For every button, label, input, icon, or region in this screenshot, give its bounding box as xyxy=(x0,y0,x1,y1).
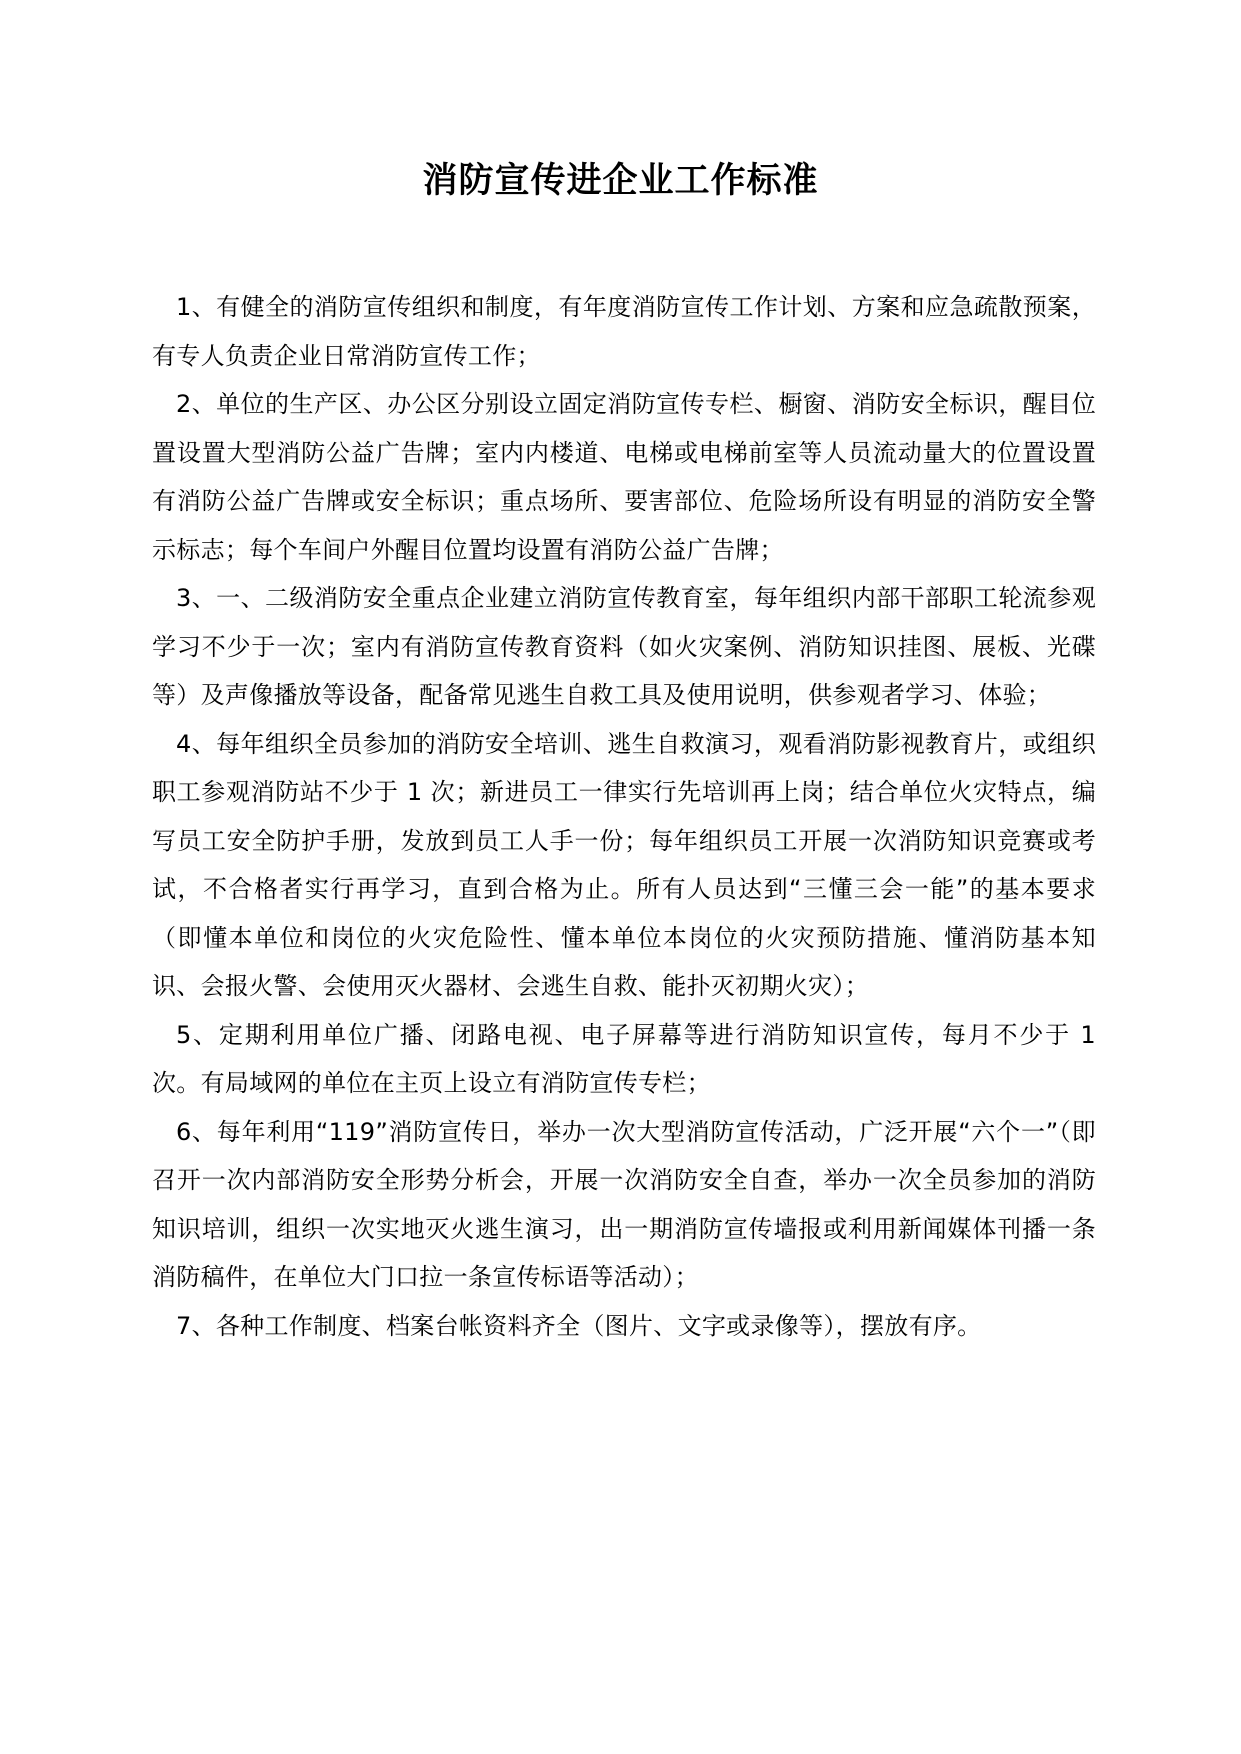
standard-item-6: 6、每年利用“119”消防宣传日，举办一次大型消防宣传活动，广泛开展“六个一”（即召开一次内部消防安全形势分析会，开展一次消防安全自查，举办一次全员参加的消防知识培训，组织一次实地灭火逃生演习，出一期消防宣传墙报或利用新闻媒体刊播一条消防稿件，在单位大门口拉一条宣传标语等活动）； xyxy=(152,1117,1096,1291)
document-title: 消防宣传进企业工作标准 xyxy=(422,161,819,201)
document-body xyxy=(152,283,1096,1350)
standard-item-4: 4、每年组织全员参加的消防安全培训、逃生自救演习，观看消防影视教育片，或组织职工参观消防站不少于 1 次；新进员工一律实行先培训再上岗；结合单位火灾特点，编写员工安全防护手册，发放到员工人手一份；每年组织员工开展一次消防知识竞赛或考试，不合格者实行再学习，直到合格为止。所有人员达到“三懂三会一能”的基本要求（即懂本单位和岗位的火灾危险性、懂本单位本岗位的火灾预防措施、懂消防基本知识、会报火警、会使用灭火器材、会逃生自救、能扑灭初期火灾）； xyxy=(152,729,1096,1000)
standard-item-5: 5、定期利用单位广播、闭路电视、电子屏幕等进行消防知识宣传，每月不少于 1 次。有局域网的单位在主页上设立有消防宣传专栏； xyxy=(152,1020,1096,1097)
standard-item-3: 3、一、二级消防安全重点企业建立消防宣传教育室，每年组织内部干部职工轮流参观学习不少于一次；室内有消防宣传教育资料（如火灾案例、消防知识挂图、展板、光碟等）及声像播放等设备，配备常见逃生自救工具及使用说明，供参观者学习、体验； xyxy=(152,584,1096,709)
standard-item-2: 2、单位的生产区、办公区分别设立固定消防宣传专栏、橱窗、消防安全标识，醒目位置设置大型消防公益广告牌；室内内楼道、电梯或电梯前室等人员流动量大的位置设置有消防公益广告牌或安全标识；重点场所、要害部位、危险场所设有明显的消防安全警示标志；每个车间户外醒目位置均设置有消防公益广告牌； xyxy=(152,390,1096,564)
standard-item-7: 7、各种工作制度、档案台帐资料齐全（图片、文字或录像等），摆放有序。 xyxy=(176,1311,982,1340)
standard-item-1: 1、有健全的消防宣传组织和制度，有年度消防宣传工作计划、方案和应急疏散预案，有专人负责企业日常消防宣传工作； xyxy=(152,293,1096,370)
